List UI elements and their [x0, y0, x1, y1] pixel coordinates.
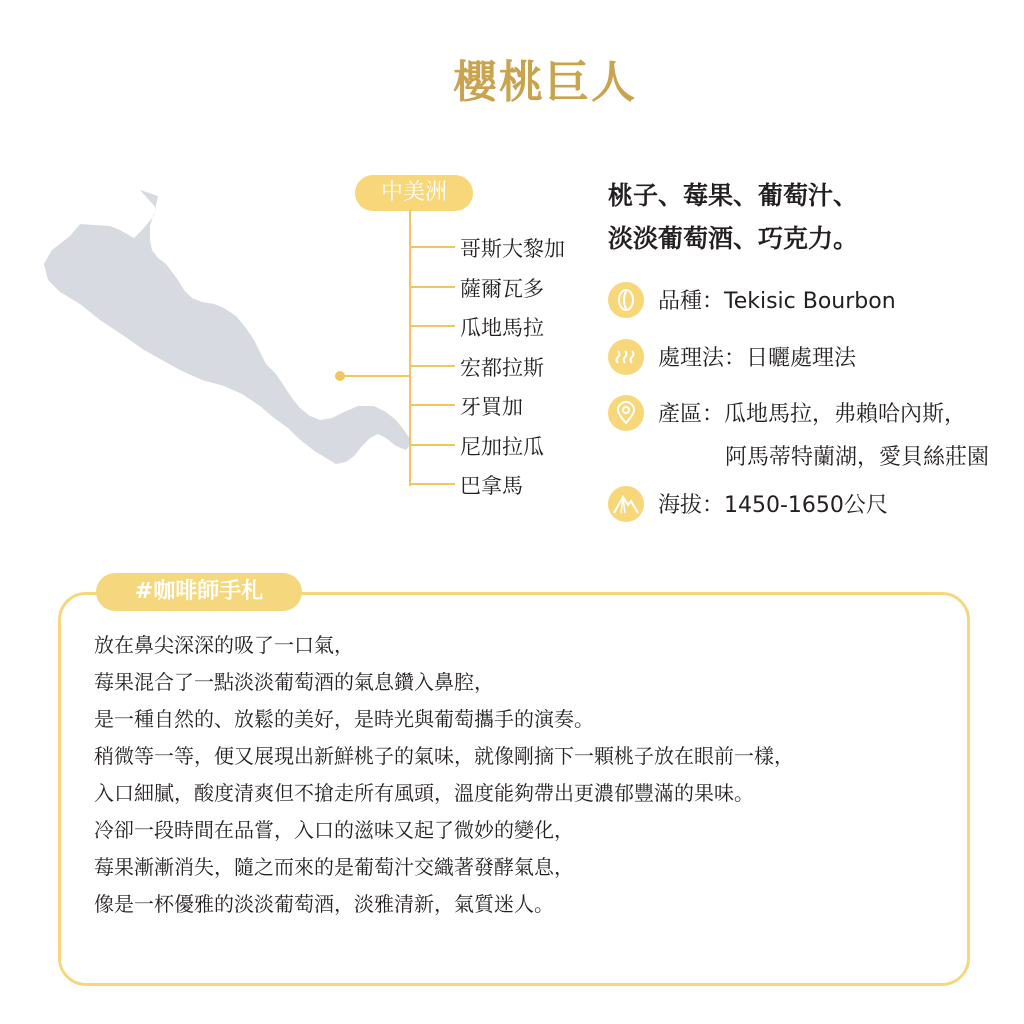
barista-note-line: 稍微等一等，便又展現出新鮮桃子的氣味，就像剛摘下一顆桃子放在眼前一樣， — [94, 744, 794, 768]
barista-note-line: 是一種自然的、放鬆的美好，是時光與葡萄攜手的演奏。 — [94, 707, 594, 731]
country-item: 尼加拉瓜 — [460, 435, 544, 459]
spec-origin-text: 產區：瓜地馬拉，弗賴哈內斯， — [658, 402, 967, 427]
location-pin-icon — [608, 395, 644, 431]
country-item: 薩爾瓦多 — [460, 277, 544, 301]
flavor-notes-line: 淡淡葡萄酒、巧克力。 — [608, 224, 859, 253]
page-title: 櫻桃巨人 — [453, 57, 637, 108]
barista-note-line: 冷卻一段時間在品嘗，入口的滋味又起了微妙的變化， — [94, 818, 574, 842]
region-badge: 中美洲 — [355, 175, 473, 211]
barista-notes-text — [94, 627, 794, 923]
barista-note-line: 莓果漸漸消失，隨之而來的是葡萄汁交織著發酵氣息， — [94, 855, 574, 879]
map-origin-dot — [335, 371, 345, 381]
spec-altitude-text: 海拔：1450-1650公尺 — [658, 493, 888, 518]
country-item: 哥斯大黎加 — [460, 237, 565, 261]
flavor-notes — [608, 174, 858, 260]
coffee-bean-icon — [608, 282, 644, 318]
barista-note-line: 像是一杯優雅的淡淡葡萄酒，淡雅清新，氣質迷人。 — [94, 892, 554, 916]
spec-origin-text-continued: 阿馬蒂特蘭湖，愛貝絲莊園 — [725, 445, 990, 470]
country-item: 牙買加 — [460, 395, 523, 419]
barista-notes-tag: #咖啡師手札 — [96, 573, 302, 611]
mountain-icon — [608, 486, 644, 522]
spec-variety-text: 品種：Tekisic Bourbon — [658, 289, 896, 314]
flavor-notes-line: 桃子、莓果、葡萄汁、 — [608, 181, 859, 210]
spec-process-text: 處理法：日曬處理法 — [658, 346, 857, 371]
sun-rays-icon — [608, 339, 644, 375]
barista-note-line: 莓果混合了一點淡淡葡萄酒的氣息鑽入鼻腔， — [94, 670, 494, 694]
barista-note-line: 入口細膩，酸度清爽但不搶走所有風頭，溫度能夠帶出更濃郁豐滿的果味。 — [94, 781, 754, 805]
country-item: 瓜地馬拉 — [460, 316, 544, 340]
country-item: 宏都拉斯 — [460, 356, 544, 380]
country-item: 巴拿馬 — [460, 474, 523, 498]
barista-note-line: 放在鼻尖深深的吸了一口氣， — [94, 633, 354, 657]
